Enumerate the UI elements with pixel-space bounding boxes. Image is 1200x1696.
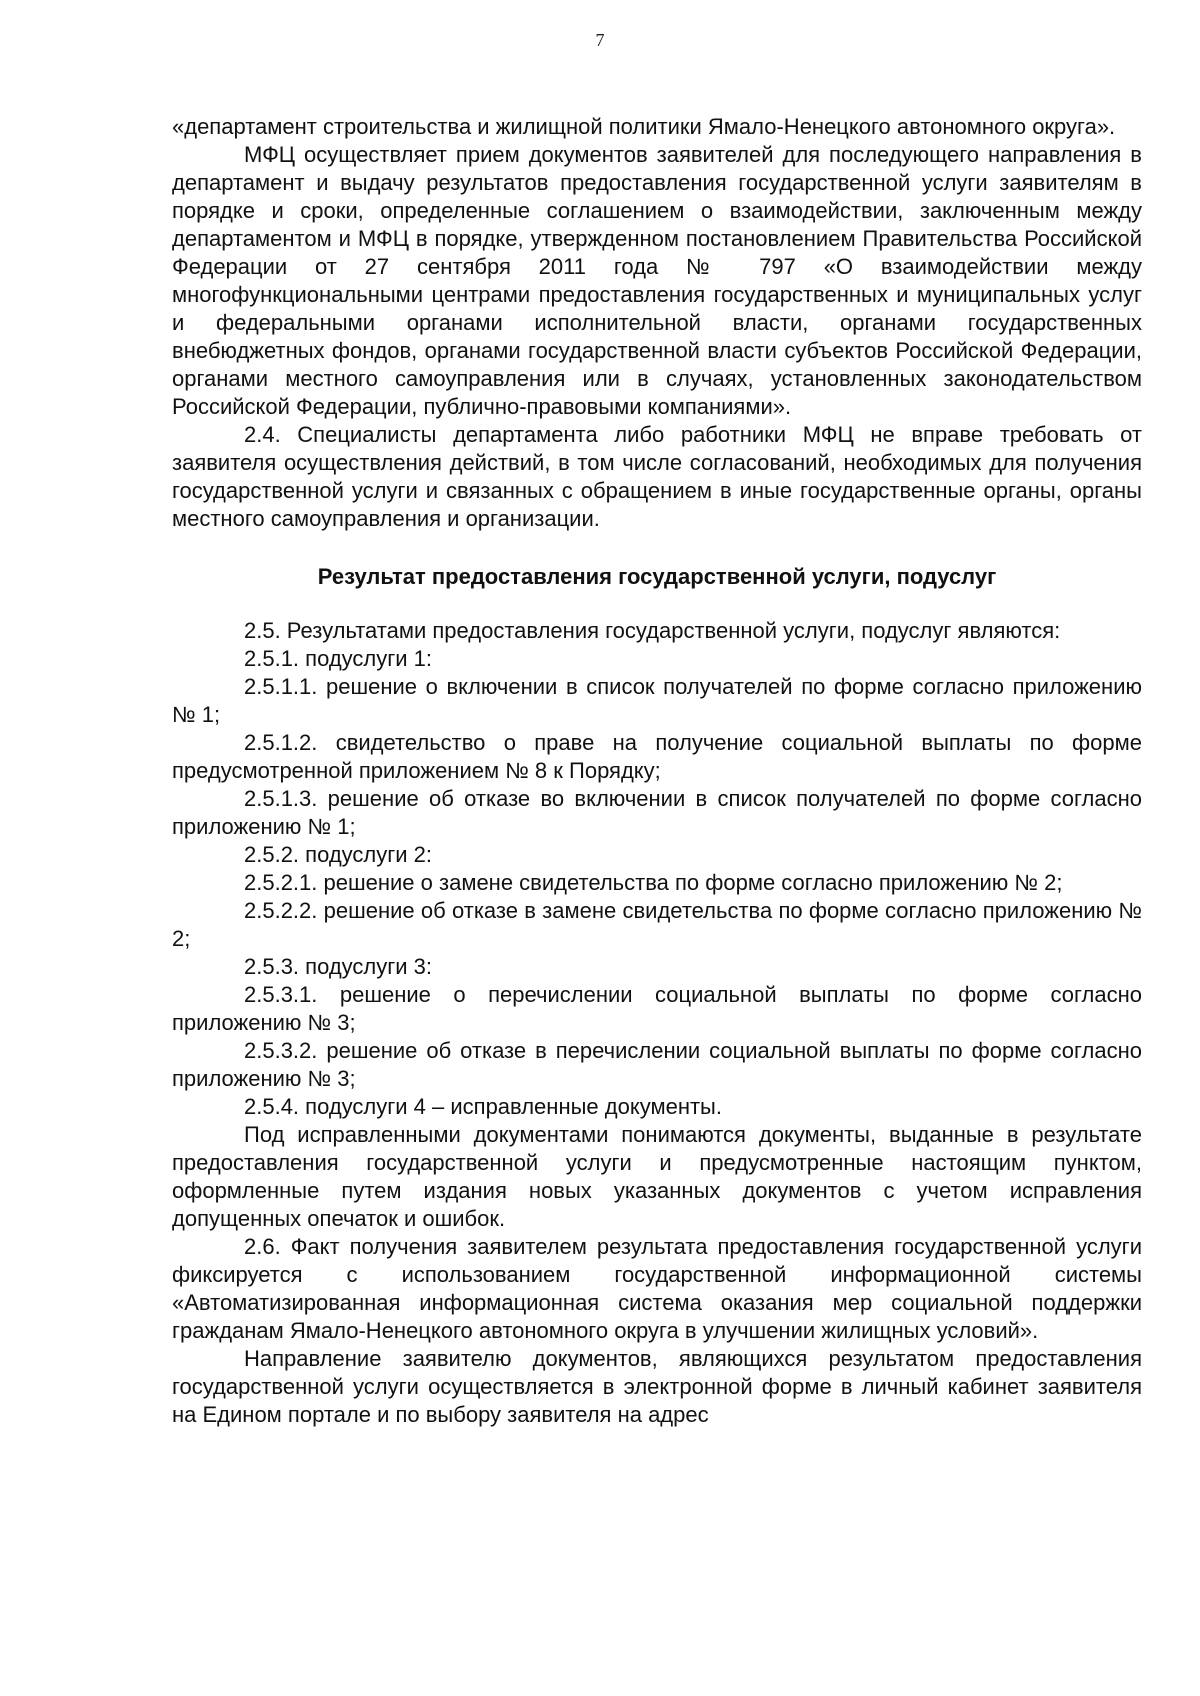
- paragraph: «департамент строительства и жилищной политики Ямало-Ненецкого автономного округа».: [172, 114, 1116, 139]
- paragraph: 2.4. Специалисты департамента либо работники МФЦ не вправе требовать от заявителя осуществления действий, в том числе согласований, необходимых для получения государственной услуги и связанных с обращением в иные государственные органы, органы местного самоуправления и организации.: [172, 422, 1142, 531]
- paragraph: 2.5.1.3. решение об отказе во включении в список получателей по форме согласно приложению № 1;: [172, 786, 1142, 839]
- section-heading: Результат предоставления государственной услуги, подуслуг: [317, 564, 997, 589]
- paragraph: МФЦ осуществляет прием документов заявителей для последующего направления в департамент и выдачу результатов предоставления государственной услуги заявителям в порядке и сроки, определенные соглашением о взаимодействии, заключенным между департаментом и МФЦ в порядке, утвержденном постановлением Правительства Российской Федерации от 27 сентября 2011 года № 797 «О взаимодействии между многофункциональными центрами предоставления государственных и муниципальных услуг и федеральными органами исполнительной власти, органами государственных внебюджетных фондов, органами государственной власти субъектов Российской Федерации, органами местного самоуправления или в случаях, установленных законодательством Российской Федерации, публично-правовыми компаниями».: [172, 142, 1142, 419]
- paragraph: 2.5.2. подуслуги 2:: [244, 842, 433, 867]
- paragraph: 2.5.3. подуслуги 3:: [244, 954, 433, 979]
- paragraph: 2.5.3.2. решение об отказе в перечислении социальной выплаты по форме согласно приложению № 3;: [172, 1038, 1142, 1091]
- paragraph: Направление заявителю документов, являющихся результатом предоставления государственной услуги осуществляется в электронной форме в личный кабинет заявителя на Едином портале и по выбору заявителя на адрес: [172, 1346, 1142, 1427]
- paragraph: 2.5.1.2. свидетельство о праве на получение социальной выплаты по форме предусмотренной приложением № 8 к Порядку;: [172, 730, 1142, 783]
- page-number: 7: [595, 30, 605, 50]
- paragraph: 2.5.1.1. решение о включении в список получателей по форме согласно приложению № 1;: [172, 674, 1142, 727]
- paragraph: 2.6. Факт получения заявителем результата предоставления государственной услуги фиксируется с использованием государственной информационной системы «Автоматизированная информационная система оказания мер социальной поддержки гражданам Ямало-Ненецкого автономного округа в улучшении жилищных условий».: [172, 1234, 1142, 1343]
- paragraph: 2.5.1. подуслуги 1:: [244, 646, 433, 671]
- paragraph: Под исправленными документами понимаются документы, выданные в результате предоставления государственной услуги и предусмотренные настоящим пунктом, оформленные путем издания новых указанных документов с учетом исправления допущенных опечаток и ошибок.: [172, 1122, 1142, 1231]
- paragraph: 2.5.2.2. решение об отказе в замене свидетельства по форме согласно приложению № 2;: [172, 898, 1142, 951]
- paragraph: 2.5.3.1. решение о перечислении социальной выплаты по форме согласно приложению № 3;: [172, 982, 1142, 1035]
- paragraph: 2.5.4. подуслуги 4 – исправленные документы.: [244, 1094, 722, 1119]
- paragraph: 2.5. Результатами предоставления государственной услуги, подуслуг являются:: [244, 618, 1061, 643]
- paragraph: 2.5.2.1. решение о замене свидетельства по форме согласно приложению № 2;: [244, 870, 1063, 895]
- document-body: [172, 113, 1142, 1429]
